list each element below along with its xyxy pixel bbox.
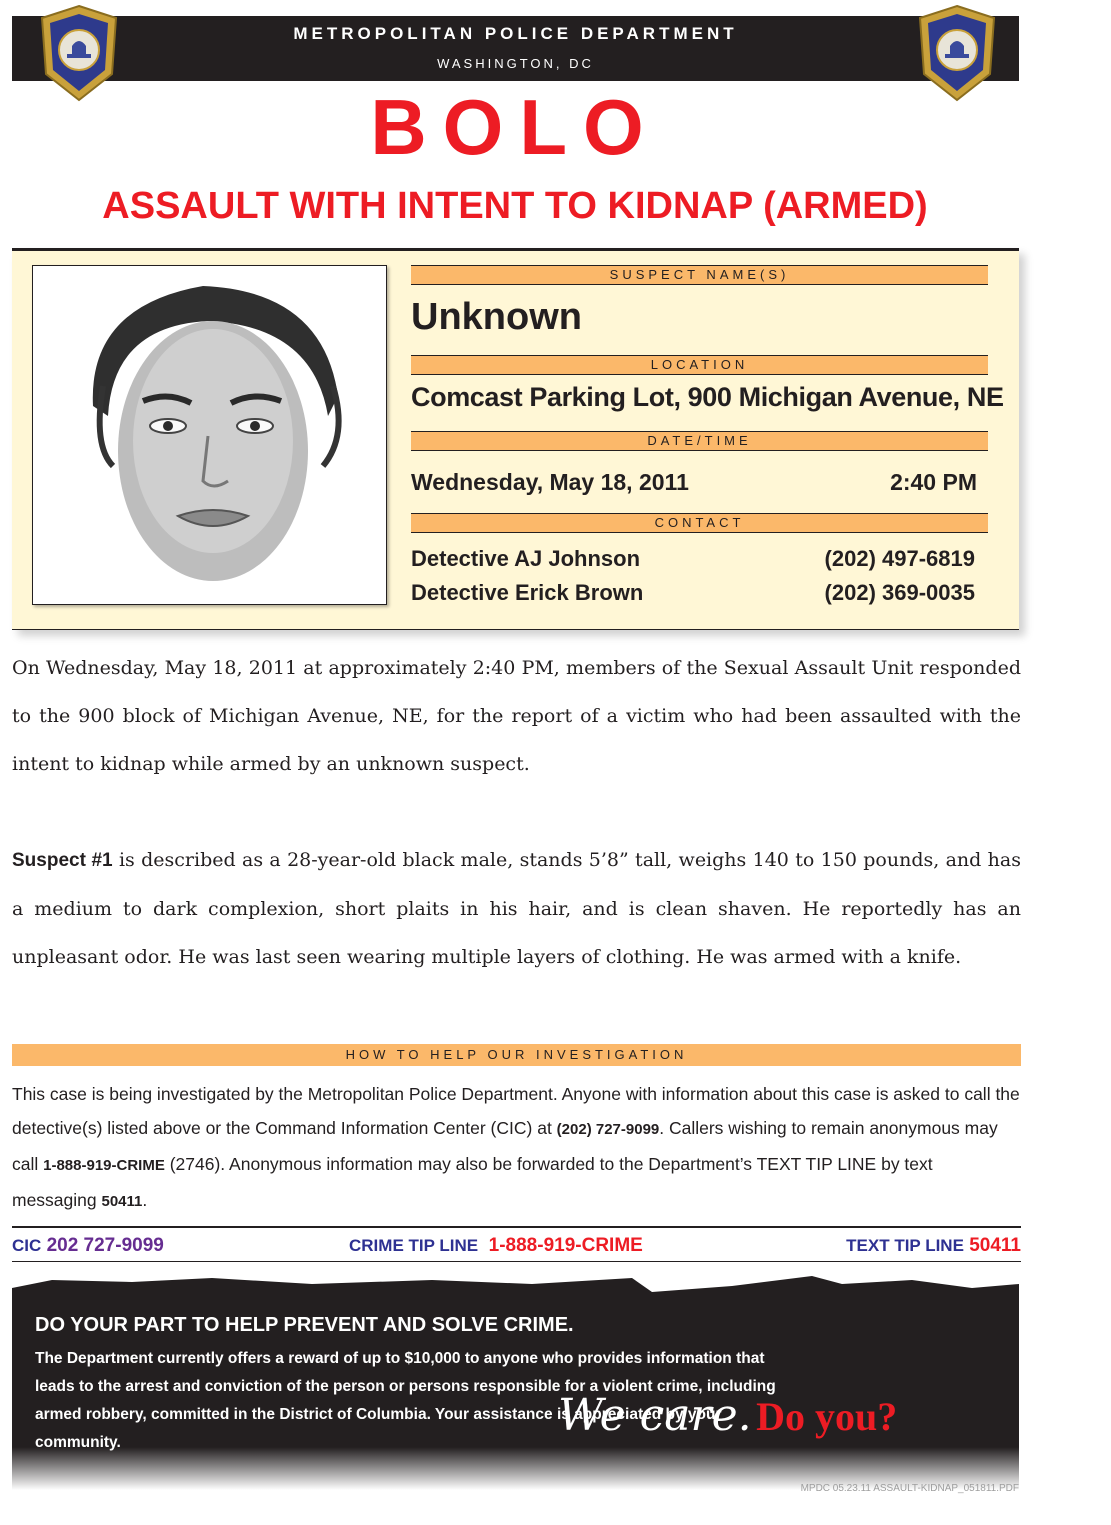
department-header-bar	[12, 16, 1019, 81]
location-value: Comcast Parking Lot, 900 Michigan Avenue, NE	[411, 382, 1004, 412]
suspect-name: Unknown	[411, 296, 582, 338]
incident-date: Wednesday, May 18, 2011	[411, 469, 689, 495]
suspect-sketch-image	[32, 265, 387, 605]
suspect-name-band: SUSPECT NAME(S)	[411, 265, 988, 285]
reward-body: The Department currently offers a reward of up to $10,000 to anyone who provides information that leads to the arrest and conviction of the person or persons responsible for a violent crime, including armed robbery, committed in the District of Columbia. Your assistance is appreciated by your community.	[35, 1350, 776, 1451]
text-code-inline: 50411	[101, 1193, 143, 1210]
location-band: LOCATION	[411, 355, 988, 375]
slogan-we-care: We care.	[558, 1390, 752, 1441]
cic-number: 202 727-9099	[46, 1235, 164, 1256]
help-band: HOW TO HELP OUR INVESTIGATION	[12, 1044, 1021, 1066]
incident-paragraph: On Wednesday, May 18, 2011 at approximately 2:40 PM, members of the Sexual Assault Unit responded to the 900 block of Michigan Avenue, NE, for the report of a victim who had been assaulted with the intent to kidnap while armed by an unknown suspect.	[12, 657, 1021, 775]
crime-tip-number: 1-888-919-CRIME	[488, 1235, 643, 1256]
help-text	[12, 1077, 1022, 1219]
contact-band: CONTACT	[411, 513, 988, 533]
suspect-description-paragraph	[12, 836, 1021, 981]
help-text-part: (2746). Anonymous information may also be forwarded to the Department’s TEXT TIP LINE by text messaging	[12, 1154, 933, 1210]
slogan-do-you: Do you?	[756, 1394, 898, 1439]
contact-1-phone: (202) 497-6819	[824, 546, 975, 571]
reward-heading: DO YOUR PART TO HELP PREVENT AND SOLVE CRIME.	[35, 1314, 574, 1336]
help-text-part: .	[142, 1190, 148, 1210]
department-city: WASHINGTON, DC	[437, 56, 594, 71]
help-text-part: . Callers wishing to remain anonymous may call	[12, 1118, 998, 1174]
help-text-part: This case is being investigated by the Metropolitan Police Department. Anyone with information about this case is asked to call the detective(s) listed above or the Command Information Center (CIC) at	[12, 1084, 1020, 1138]
slogan	[558, 1390, 897, 1441]
contact-1-name: Detective AJ Johnson	[411, 546, 641, 571]
contact-2-name: Detective Erick Brown	[411, 580, 644, 605]
crime-line-inline: 1-888-919-CRIME	[43, 1157, 165, 1174]
crime-tip-label: CRIME TIP LINE	[349, 1236, 479, 1255]
department-name: METROPOLITAN POLICE DEPARTMENT	[293, 24, 738, 43]
text-tip-number: 50411	[969, 1235, 1021, 1256]
tip-lines-bar	[12, 1226, 1021, 1262]
cic-number-inline: (202) 727-9099	[556, 1121, 660, 1138]
crime-tip	[349, 1236, 643, 1256]
text-tip-label: TEXT TIP LINE	[846, 1236, 964, 1255]
offense-title: ASSAULT WITH INTENT TO KIDNAP (ARMED)	[102, 185, 928, 227]
cic-label: CIC	[12, 1236, 42, 1255]
document-code: MPDC 05.23.11 ASSAULT-KIDNAP_051811.PDF	[800, 1483, 1019, 1494]
bolo-title: BOLO	[370, 83, 660, 171]
text-tip	[846, 1236, 1021, 1256]
incident-time: 2:40 PM	[890, 469, 977, 495]
cic-tip	[12, 1236, 164, 1256]
suspect-description: is described as a 28-year-old black male, stands 5’8” tall, weighs 140 to 150 pounds, and has a medium to dark complexion, short plaits in his hair, and is clean shaven. He reportedly has an unpleasant odor. He was last seen wearing multiple layers of clothing. He was armed with a knife.	[12, 849, 1021, 968]
contact-2-phone: (202) 369-0035	[824, 580, 975, 605]
suspect-label: Suspect #1	[12, 850, 113, 871]
datetime-band: DATE/TIME	[411, 431, 988, 451]
